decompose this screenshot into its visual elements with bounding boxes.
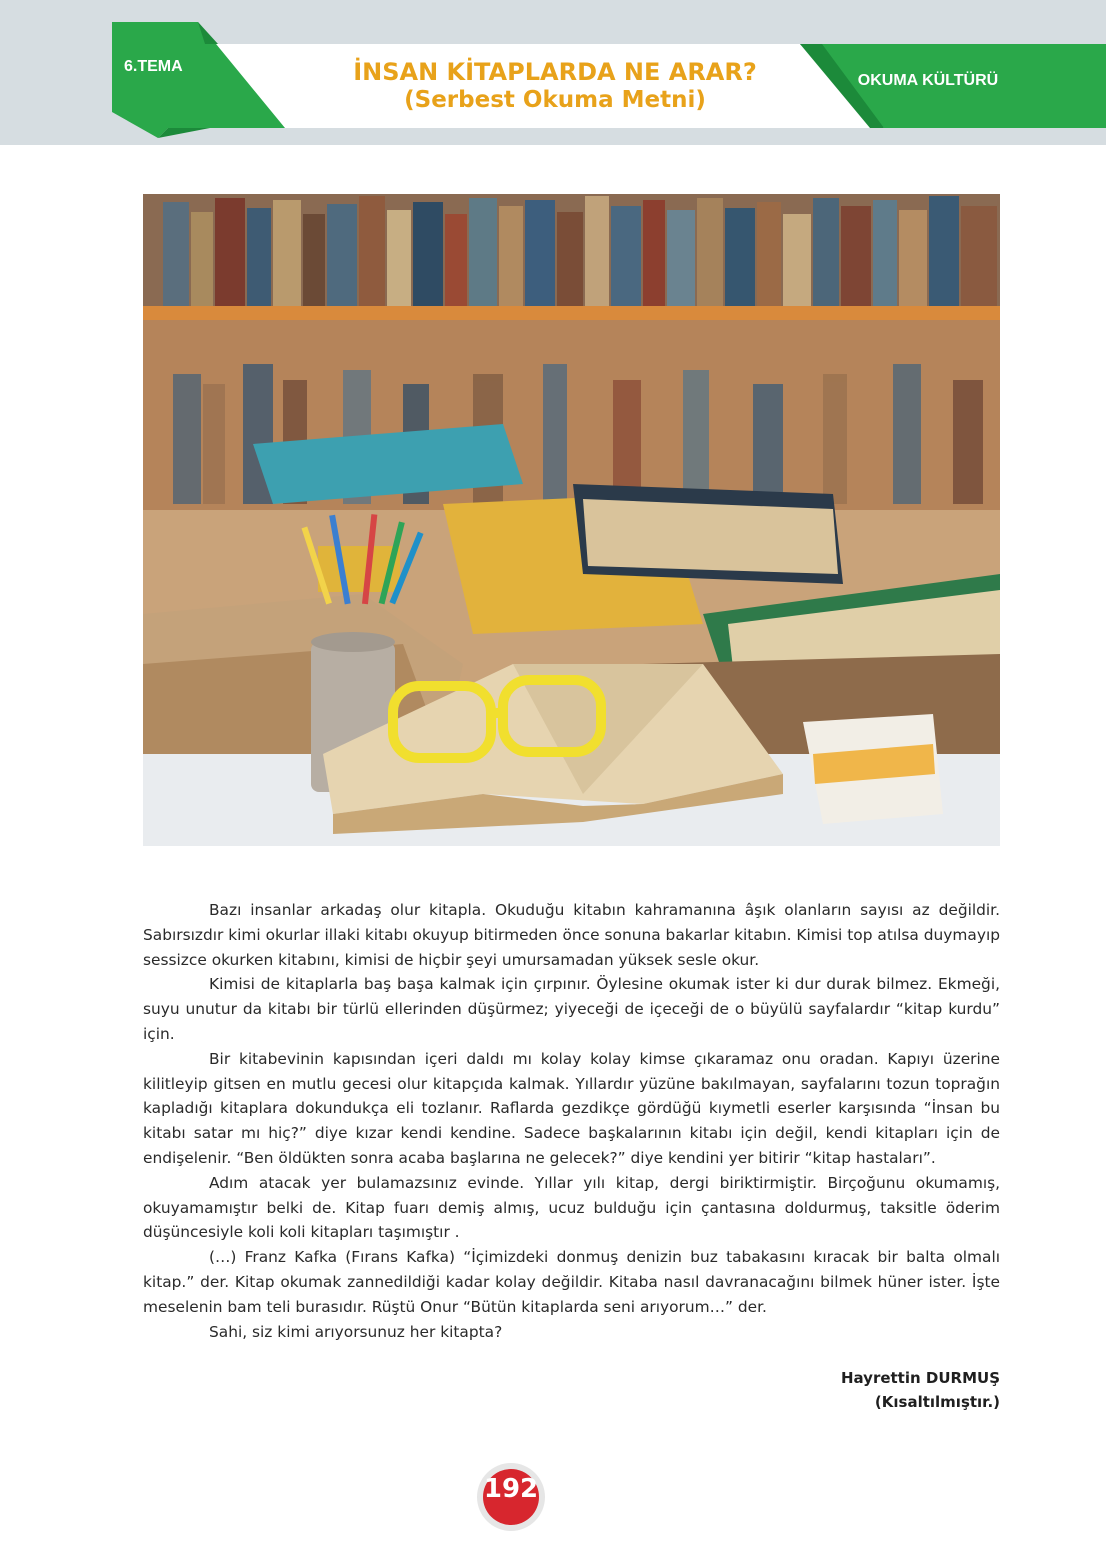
theme-label: 6.TEMA — [124, 58, 183, 75]
title-line-2: (Serbest Okuma Metni) — [404, 87, 706, 113]
title-line-1: İNSAN KİTAPLARDA NE ARAR? — [353, 58, 757, 86]
books-still-life-illustration — [143, 194, 1000, 846]
paragraph: Sahi, siz kimi arıyorsunuz her kitapta? — [209, 1322, 503, 1341]
author-block — [841, 1366, 1000, 1414]
page-number: 192 — [483, 1474, 539, 1504]
paragraph: (…) Franz Kafka (Fırans Kafka) “İçimizdeki donmuş denizin buz tabakasını kıracak bir balta olmalı kitap.” der. Kitap okumak zannedildiği kadar kolay değildir. Kitaba nasıl davranacağını bilmek hüner ister. İşte meselenin bam teli burasıdır. Rüştü Onur “Bütün kitaplarda seni arıyorum…” der. — [143, 1248, 1000, 1316]
paragraph: Bir kitabevinin kapısından içeri daldı mı kolay kolay kimse çıkaramaz onu oradan. Kapıyı üzerine kilitleyip gitsen en mutlu gecesi olur kitapçıda kalmak. Yıllardır yüzüne bakılmayan, sayfalarını tozun toprağın kapladığı kitaplara dokundukça eli tozlanır. Raflarda gezdikçe gördüğü kıymetli eserler karşısında “İnsan bu kitabı satar mı hiç?” diye kızar kendi kendine. Sadece başkalarının kitabı için değil, kendi kitapları için de endişelenir. “Ben öldükten sonra acaba başlarına ne gelecek?” diye kendini yer bitirir “kitap hastaları”. — [143, 1049, 1000, 1167]
paragraph: Adım atacak yer bulamazsınız evinde. Yıllar yılı kitap, dergi biriktirmiştir. Birçoğunu okumamış, okuyamamıştır belki de. Kitap fuarı demiş almış, ucuz bulduğu için çantasına doldurmuş, taksitle öderim düşüncesiyle koli koli kitapları taşımıştır . — [143, 1173, 1000, 1242]
reading-text — [143, 898, 1000, 1344]
page-title — [260, 58, 850, 114]
paragraph: Bazı insanlar arkadaş olur kitapla. Okuduğu kitabın kahramanına âşık olanların sayısı az değildir. Sabırsızdır kimi okurlar illaki kitabı okuyup bitirmeden önce sonuna bakarlar kitabın. Kimisi top atılsa duymayıp sessizce okurken kitabını, kimisi de hiçbir şeyi umursamadan yüksek sesle okur. — [143, 901, 1000, 969]
author-note: (Kısaltılmıştır.) — [874, 1393, 1000, 1411]
section-label: OKUMA KÜLTÜRÜ — [857, 72, 999, 89]
paragraph: Kimisi de kitaplarla baş başa kalmak için çırpınır. Öylesine okumak ister ki dur durak bilmez. Ekmeği, suyu unutur da kitabı bir türlü ellerinden düşürmez; yiyeceği de içeceği de o büyülü sayfalardır “kitap kurdu” için. — [143, 975, 1000, 1043]
author-name: Hayrettin DURMUŞ — [840, 1369, 1000, 1387]
